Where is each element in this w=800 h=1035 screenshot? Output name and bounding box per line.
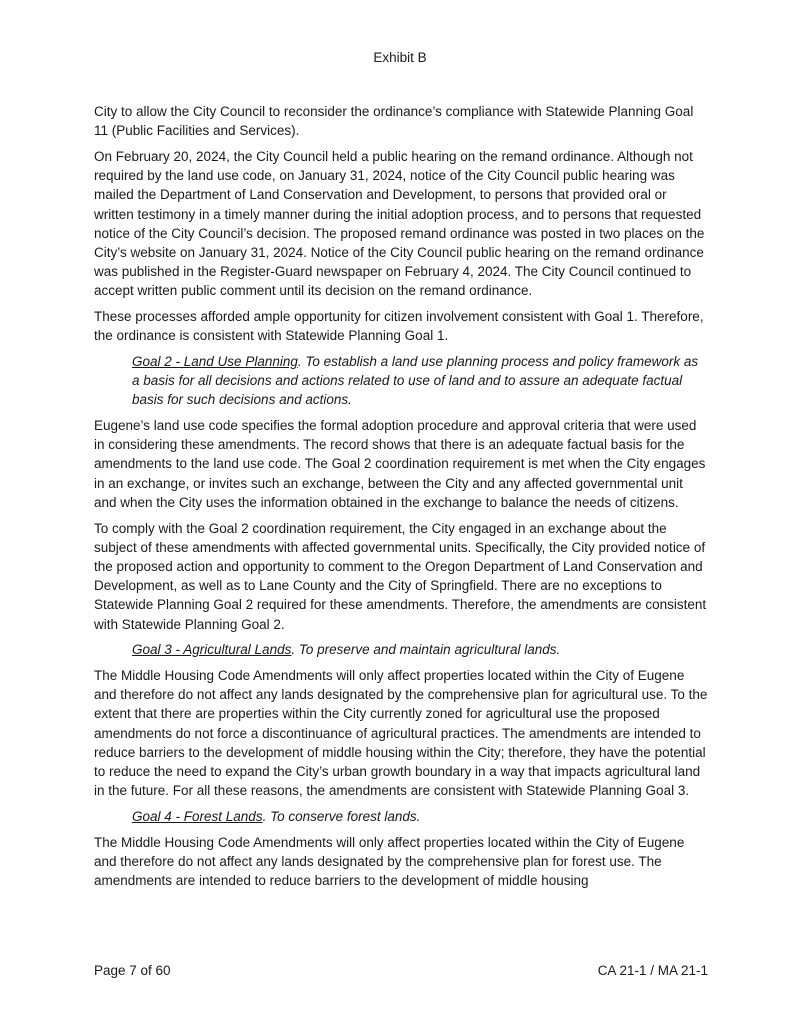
paragraph-goal2-land-use-code: Eugene’s land use code specifies the formal adoption procedure and approval criteria that were used in considering these amendments. The record shows that there is an adequate factual basis for the amendments to the land use code. The Goal 2 coordination requirement is met when the City engages in an exchange, or invites such an exchange, between the City and any affected governmental unit and when the City uses the information obtained in the exchange to balance the needs of citizens. [94,418,706,510]
paragraph-goal2-coordination: To comply with the Goal 2 coordination requirement, the City engaged in an exchange about the subject of these amendments with affected governmental units. Specifically, the City provided notice of the proposed action and opportunity to comment to the Oregon Department of Land Conservation and Development, as well as to Lane County and the City of Springfield. There are no exceptions to Statewide Planning Goal 2 required for these amendments. Therefore, the amendments are consistent with Statewide Planning Goal 2. [94,520,707,632]
goal3-name: Goal 3 - Agricultural Lands [132,642,292,658]
goal2-name: Goal 2 - Land Use Planning [132,353,298,369]
goal3-heading [132,640,708,659]
page-number: Page 7 of 60 [94,963,171,978]
paragraph-goal11-continuation: City to allow the City Council to reconsider the ordinance’s compliance with Statewide Planning Goal 11 (Public Facilities and Services). [94,104,694,139]
page-header: Exhibit B [373,50,427,65]
paragraph-goal4-forest: The Middle Housing Code Amendments will only affect properties located within the City of Eugene and therefore do not affect any lands designated by the comprehensive plan for forest use. The amendments are intended to reduce barriers to the development of middle housing [94,834,685,889]
case-number: CA 21-1 / MA 21-1 [597,963,708,978]
page-footer [94,962,708,979]
goal2-text: . To establish a land use planning process and policy framework as a basis for all decisions and actions related to use of land and to assure an adequate factual basis for such decisions and actions. [132,353,699,408]
paragraph-goal3-agricultural: The Middle Housing Code Amendments will only affect properties located within the City of Eugene and therefore do not affect any lands designated by the comprehensive plan for agricultural use. To the extent that there are properties within the City currently zoned for agricultural use the proposed amendments do not force a discontinuance of agricultural practices. The amendments are intended to reduce barriers to the development of middle housing within the City; therefore, they have the potential to reduce the need to expand the City’s urban growth boundary in a way that impacts agricultural land in the future. For all these reasons, the amendments are consistent with Statewide Planning Goal 3. [94,667,708,799]
goal4-name: Goal 4 - Forest Lands [132,808,263,824]
document-body [94,102,708,897]
paragraph-public-hearing: On February 20, 2024, the City Council held a public hearing on the remand ordinance. Although not required by the land use code, on January 31, 2024, notice of the City Council public hearing was mailed the Department of Land Conservation and Development, to persons that provided oral or written testimony in a timely manner during the initial adoption process, and to persons that requested notice of the City Council’s decision. The proposed remand ordinance was posted in two places on the City’s website on January 31, 2024. Notice of the City Council public hearing on the remand ordinance was published in the Register-Guard newspaper on February 4, 2024. The City Council continued to accept written public comment until its decision on the remand ordinance. [94,148,705,299]
goal4-heading [132,807,708,826]
paragraph-goal1-conclusion: These processes afforded ample opportunity for citizen involvement consistent with Goal 1. Therefore, the ordinance is consistent with Statewide Planning Goal 1. [94,309,704,344]
goal2-heading [132,352,708,410]
goal3-text: . To preserve and maintain agricultural lands. [291,642,561,658]
goal4-text: . To conserve forest lands. [262,808,421,824]
